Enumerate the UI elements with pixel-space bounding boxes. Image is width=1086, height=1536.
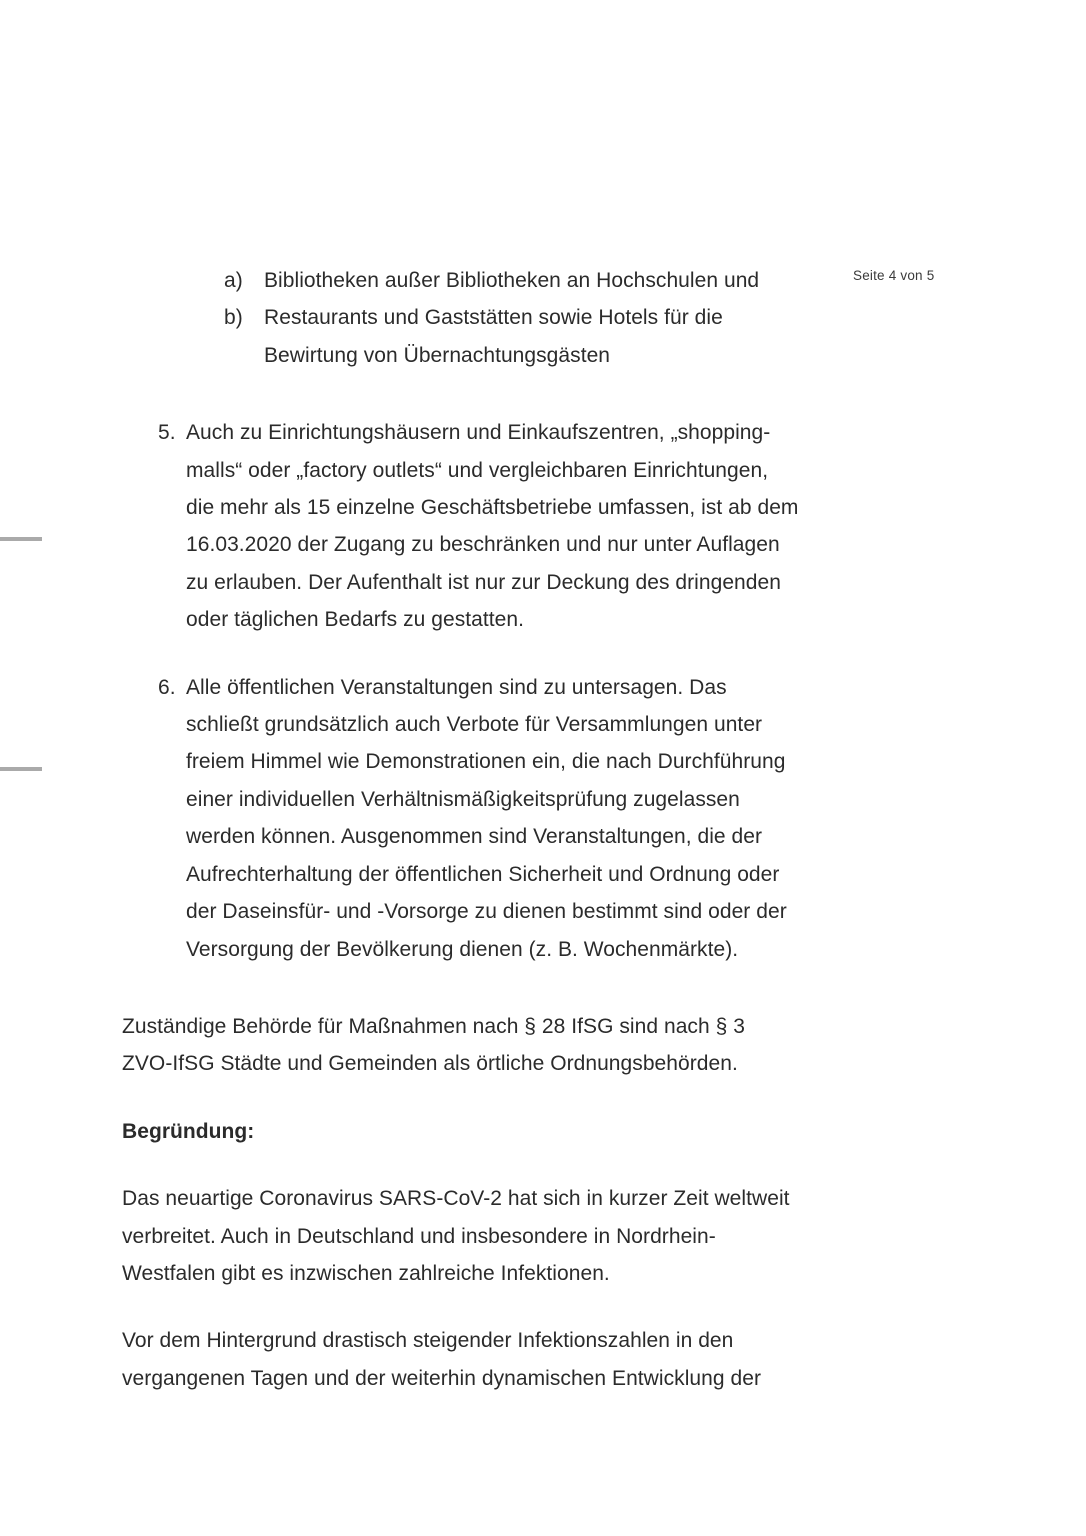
spacer-after-heading xyxy=(0,1150,1086,1180)
spacer-between-reasoning xyxy=(0,1292,1086,1322)
authority-paragraph-line-1: Zuständige Behörde für Maßnahmen nach § 28 IfSG sind nach § 3 xyxy=(122,1014,745,1038)
spacer-after-lettered-list xyxy=(0,374,1086,414)
numbered-item-5-first-line xyxy=(0,414,1086,451)
numbered-item-5-line-4: 16.03.2020 der Zugang zu beschränken und nur unter Auflagen xyxy=(186,533,780,557)
reasoning-paragraph-2 xyxy=(0,1322,1086,1397)
numbered-item-6-line-8: Versorgung der Bevölkerung dienen (z. B. Wochenmärkte). xyxy=(186,937,739,961)
reasoning-paragraph-2-line-2: vergangenen Tagen und der weiterhin dynamischen Entwicklung der xyxy=(122,1366,762,1390)
list-marker-a: a) xyxy=(224,269,243,292)
numbered-item-6-line-3: freiem Himmel wie Demonstrationen ein, die nach Durchführung xyxy=(186,750,786,774)
numbered-item-6-line-7: der Daseinsfür- und -Vorsorge zu dienen bestimmt sind oder der xyxy=(186,900,787,924)
numbered-item-6-line-1: Alle öffentlichen Veranstaltungen sind zu untersagen. Das xyxy=(186,675,727,699)
reasoning-paragraph-2-line-1: Vor dem Hintergrund drastisch steigender Infektionszahlen in den xyxy=(122,1329,734,1353)
numbered-item-5-line-3: die mehr als 15 einzelne Geschäftsbetriebe umfassen, ist ab dem xyxy=(186,496,799,520)
numbered-item-6-line-2: schließt grundsätzlich auch Verbote für Versammlungen unter xyxy=(186,713,763,737)
spacer-before-heading xyxy=(0,1083,1086,1113)
list-marker-5: 5. xyxy=(158,421,176,445)
numbered-item-6-line-4: einer individuellen Verhältnismäßigkeitsprüfung zugelassen xyxy=(186,787,740,811)
numbered-item-5-line-2: malls“ oder „factory outlets“ und vergleichbaren Einrichtungen, xyxy=(186,458,769,482)
numbered-item-5 xyxy=(0,414,1086,638)
authority-paragraph-line-2: ZVO-IfSG Städte und Gemeinden als örtliche Ordnungsbehörden. xyxy=(122,1052,738,1076)
reasoning-paragraph-1-line-2: verbreitet. Auch in Deutschland und insbesondere in Nordrhein- xyxy=(122,1224,716,1248)
list-item-b xyxy=(0,299,1086,336)
list-item-b-line-1: Restaurants und Gaststätten sowie Hotels für die xyxy=(264,306,723,330)
numbered-item-5-line-5: zu erlauben. Der Aufenthalt ist nur zur Deckung des dringenden xyxy=(186,570,781,594)
lettered-list xyxy=(0,262,1086,374)
page-number-label: Seite 4 von 5 xyxy=(853,268,935,283)
list-marker-b: b) xyxy=(224,306,243,330)
numbered-item-5-line-6: oder täglichen Bedarfs zu gestatten. xyxy=(186,608,525,632)
numbered-item-5-line-1: Auch zu Einrichtungshäusern und Einkaufszentren, „shopping- xyxy=(186,421,771,445)
numbered-item-6-line-5: werden können. Ausgenommen sind Veranstaltungen, die der xyxy=(186,825,763,849)
list-item-b-line-2: Bewirtung von Übernachtungsgästen xyxy=(264,343,611,367)
authority-paragraph xyxy=(0,1008,1086,1083)
numbered-item-6 xyxy=(0,669,1086,968)
document-body xyxy=(0,262,1086,1397)
list-marker-6: 6. xyxy=(158,675,176,699)
reasoning-paragraph-1-line-1: Das neuartige Coronavirus SARS-CoV-2 hat sich in kurzer Zeit weltweit xyxy=(122,1187,790,1211)
spacer-between-items xyxy=(0,639,1086,669)
list-item-a-line-1: Bibliotheken außer Bibliotheken an Hochschulen und xyxy=(264,269,760,292)
numbered-item-6-first-line xyxy=(0,669,1086,706)
reasoning-paragraph-1 xyxy=(0,1180,1086,1292)
numbered-item-6-line-6: Aufrechterhaltung der öffentlichen Sicherheit und Ordnung oder xyxy=(186,862,780,886)
reasoning-heading: Begründung: xyxy=(122,1119,255,1143)
list-item-a xyxy=(0,262,1086,299)
spacer-before-authority xyxy=(0,968,1086,1008)
reasoning-paragraph-1-line-3: Westfalen gibt es inzwischen zahlreiche Infektionen. xyxy=(122,1261,610,1285)
